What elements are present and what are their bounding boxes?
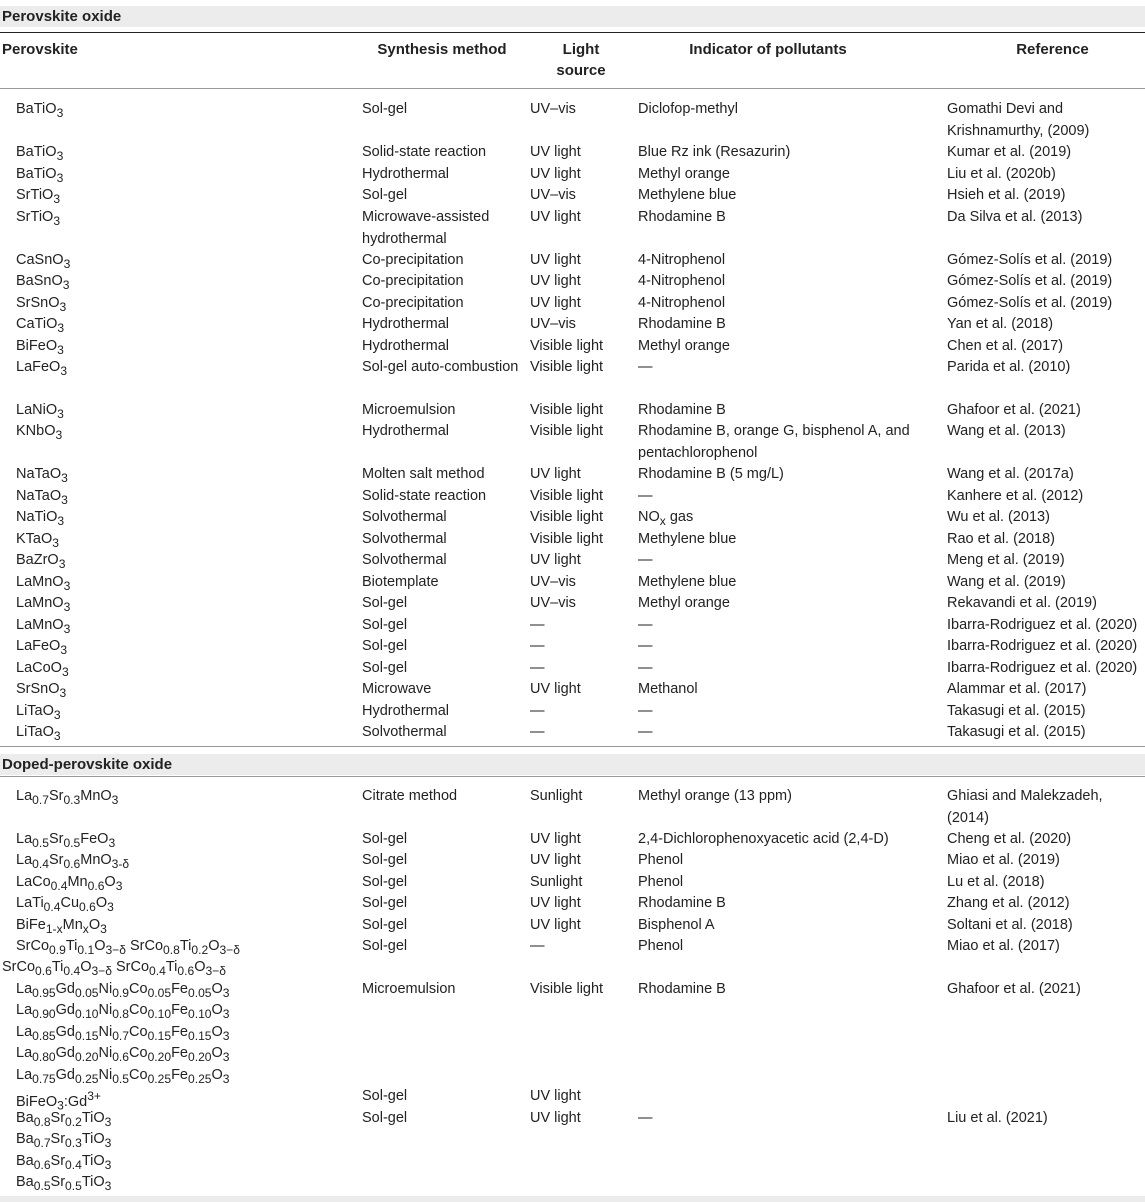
cell-reference: Lu et al. (2018) — [947, 874, 1045, 890]
cell-indicator: Blue Rz ink (Resazurin) — [638, 144, 791, 160]
cell-synthesis-method: Sol-gel — [362, 617, 408, 633]
cell-perovskite: $La_{0.85}Gd_{0.15}Ni_{0.7}Co_{0.15}Fe_{0.15}O_3$ — [16, 1024, 230, 1043]
table-top-rule — [0, 32, 1145, 33]
cell-indicator: Methylene blue — [638, 574, 737, 590]
cell-reference: Alammar et al. (2017) — [947, 681, 1087, 697]
cell-reference: Liu et al. (2021) — [947, 1110, 1048, 1126]
cell-light-source: Visible light — [530, 509, 604, 525]
cell-synthesis-method: Solid-state reaction — [362, 144, 487, 160]
cell-light-source: — — [530, 660, 545, 676]
cell-synthesis-method: Hydrothermal — [362, 338, 450, 354]
cell-light-source: Visible light — [530, 423, 604, 439]
cell-indicator: — — [638, 703, 653, 719]
cell-synthesis-method: Sol-gel — [362, 660, 408, 676]
cell-indicator: Bisphenol A — [638, 917, 715, 933]
cell-reference: Meng et al. (2019) — [947, 552, 1065, 568]
cell-indicator: Rhodamine B — [638, 981, 726, 997]
cell-reference: Miao et al. (2017) — [947, 938, 1060, 954]
cell-synthesis-method: Microemulsion — [362, 402, 456, 418]
cell-perovskite: LaMnO$_3$ — [16, 617, 71, 636]
cell-perovskite: LaMnO$_3$ — [16, 574, 71, 593]
header-light-source-line1: Light — [562, 41, 600, 58]
section-title-doped-perovskite-oxide: Doped-perovskite oxide — [0, 754, 1145, 775]
cell-synthesis-method: Hydrothermal — [362, 316, 450, 332]
cell-reference: Da Silva et al. (2013) — [947, 209, 1083, 225]
cell-light-source: Visible light — [530, 338, 604, 354]
cell-indicator: — — [638, 617, 653, 633]
cell-synthesis-method: Sol-gel — [362, 917, 408, 933]
cell-synthesis-method: Sol-gel — [362, 638, 408, 654]
cell-light-source: UV light — [530, 917, 581, 933]
cell-synthesis-method: Hydrothermal — [362, 423, 450, 439]
cell-indicator: Rhodamine B, orange G, bisphenol A, and pentachlorophenol — [638, 423, 910, 461]
cell-light-source: UV light — [530, 852, 581, 868]
cell-synthesis-method: Co-precipitation — [362, 273, 464, 289]
cell-indicator: Methyl orange — [638, 595, 730, 611]
cell-light-source: UV light — [530, 1088, 581, 1104]
cell-indicator: Methylene blue — [638, 187, 737, 203]
cell-perovskite: $La_{0.80}Gd_{0.20}Ni_{0.6}Co_{0.20}Fe_{0.20}O_3$ — [16, 1045, 230, 1064]
cell-synthesis-method: Sol-gel — [362, 1110, 408, 1126]
cell-reference: Liu et al. (2020b) — [947, 166, 1056, 182]
cell-synthesis-method: Co-precipitation — [362, 295, 464, 311]
cell-synthesis-method: Solid-state reaction — [362, 488, 487, 504]
cell-synthesis-method: Biotemplate — [362, 574, 439, 590]
cell-perovskite: LaMnO$_3$ — [16, 595, 71, 614]
cell-light-source: Visible light — [530, 488, 604, 504]
cell-perovskite: LaNiO$_3$ — [16, 402, 64, 421]
header-light-source — [540, 39, 622, 81]
header-perovskite: Perovskite — [2, 41, 78, 58]
cell-indicator: — — [638, 359, 653, 375]
cell-light-source: UV light — [530, 681, 581, 697]
cell-light-source: UV light — [530, 552, 581, 568]
cell-perovskite: $SrCo_{0.9}Ti_{0.1}O_{3-\delta}$ $SrCo_{0.8}Ti_{0.2}O_{3-\delta}$ — [16, 938, 240, 957]
cell-indicator: — — [638, 552, 653, 568]
cell-indicator: Rhodamine B — [638, 402, 726, 418]
cell-light-source: Visible light — [530, 531, 604, 547]
cell-synthesis-method: Citrate method — [362, 788, 458, 804]
cell-light-source: — — [530, 617, 545, 633]
cell-indicator: Rhodamine B — [638, 316, 726, 332]
cell-synthesis-method: Sol-gel — [362, 938, 408, 954]
cell-reference: Ibarra-Rodriguez et al. (2020) — [947, 660, 1138, 676]
cell-reference: Ibarra-Rodriguez et al. (2020) — [947, 638, 1138, 654]
cell-synthesis-method: Solvothermal — [362, 552, 447, 568]
cell-perovskite: BaTiO$_3$ — [16, 166, 64, 185]
cell-perovskite: BaSnO$_3$ — [16, 273, 70, 292]
table-bottom-strip — [0, 1196, 1145, 1202]
cell-perovskite: NaTaO$_3$ — [16, 488, 68, 507]
cell-light-source: UV light — [530, 273, 581, 289]
cell-perovskite: LaCoO$_3$ — [16, 660, 69, 679]
cell-light-source: UV light — [530, 466, 581, 482]
cell-perovskite: LaFeO$_3$ — [16, 359, 68, 378]
cell-perovskite: LiTaO$_3$ — [16, 703, 61, 722]
cell-indicator: Phenol — [638, 852, 684, 868]
cell-light-source: UV light — [530, 831, 581, 847]
cell-synthesis-method: Sol-gel auto-combustion — [362, 359, 519, 375]
cell-synthesis-method: Sol-gel — [362, 874, 408, 890]
cell-light-source: UV–vis — [530, 187, 576, 203]
cell-reference: Wang et al. (2013) — [947, 423, 1066, 439]
cell-synthesis-method: Co-precipitation — [362, 252, 464, 268]
cell-perovskite: $La_{0.7}Sr_{0.3}MnO_3$ — [16, 788, 119, 807]
cell-light-source: UV light — [530, 166, 581, 182]
cell-light-source: UV light — [530, 209, 581, 225]
header-reference: Reference — [1016, 41, 1089, 58]
cell-indicator: Diclofop-methyl — [638, 101, 738, 117]
cell-perovskite: BaZrO$_3$ — [16, 552, 66, 571]
cell-reference: Yan et al. (2018) — [947, 316, 1054, 332]
section-rule — [0, 746, 1145, 747]
header-light-source-line2: source — [556, 62, 606, 79]
cell-light-source: — — [530, 724, 545, 740]
cell-light-source: UV light — [530, 144, 581, 160]
cell-synthesis-method: Sol-gel — [362, 1088, 408, 1104]
cell-reference: Ghiasi and Malekzadeh, (2014) — [947, 788, 1103, 826]
cell-indicator: Methyl orange (13 ppm) — [638, 788, 792, 804]
cell-indicator: 4-Nitrophenol — [638, 273, 726, 289]
cell-synthesis-method: Solvothermal — [362, 531, 447, 547]
cell-light-source: UV light — [530, 1110, 581, 1126]
cell-reference: Gómez-Solís et al. (2019) — [947, 295, 1113, 311]
cell-perovskite: $Ba_{0.5}Sr_{0.5}TiO_3$ — [16, 1174, 112, 1193]
cell-indicator: Methyl orange — [638, 166, 730, 182]
section2-rule — [0, 776, 1145, 777]
cell-perovskite: LaFeO$_3$ — [16, 638, 68, 657]
cell-synthesis-method: Microemulsion — [362, 981, 456, 997]
cell-reference: Takasugi et al. (2015) — [947, 724, 1086, 740]
cell-perovskite: $LaTi_{0.4}Cu_{0.6}O_3$ — [16, 895, 114, 914]
cell-reference: Zhang et al. (2012) — [947, 895, 1070, 911]
cell-perovskite: $La_{0.90}Gd_{0.10}Ni_{0.8}Co_{0.10}Fe_{0.10}O_3$ — [16, 1002, 230, 1021]
cell-reference: Gomathi Devi and Krishnamurthy, (2009) — [947, 101, 1090, 139]
cell-light-source: Visible light — [530, 402, 604, 418]
cell-reference: Ghafoor et al. (2021) — [947, 402, 1081, 418]
cell-perovskite: SrSnO$_3$ — [16, 295, 67, 314]
cell-light-source: UV–vis — [530, 316, 576, 332]
cell-synthesis-method: Sol-gel — [362, 187, 408, 203]
cell-reference: Rekavandi et al. (2019) — [947, 595, 1097, 611]
cell-perovskite: KTaO$_3$ — [16, 531, 59, 550]
header-rule — [0, 88, 1145, 89]
cell-reference: Parida et al. (2010) — [947, 359, 1071, 375]
cell-perovskite: BiFeO$_3$ — [16, 338, 64, 357]
cell-reference: Kumar et al. (2019) — [947, 144, 1072, 160]
cell-reference: Rao et al. (2018) — [947, 531, 1056, 547]
cell-light-source: Visible light — [530, 981, 604, 997]
cell-perovskite: NaTaO$_3$ — [16, 466, 68, 485]
cell-reference: Miao et al. (2019) — [947, 852, 1060, 868]
cell-perovskite: LiTaO$_3$ — [16, 724, 61, 743]
cell-synthesis-method: Sol-gel — [362, 831, 408, 847]
cell-reference: Takasugi et al. (2015) — [947, 703, 1086, 719]
cell-synthesis-method: Molten salt method — [362, 466, 485, 482]
cell-perovskite: $LaCo_{0.4}Mn_{0.6}O_3$ — [16, 874, 123, 893]
cell-reference: Chen et al. (2017) — [947, 338, 1064, 354]
cell-reference: Wang et al. (2017a) — [947, 466, 1074, 482]
cell-light-source: Visible light — [530, 359, 604, 375]
cell-perovskite: SrTiO$_3$ — [16, 209, 61, 228]
cell-reference: Ibarra-Rodriguez et al. (2020) — [947, 617, 1138, 633]
cell-indicator: 2,4-Dichlorophenoxyacetic acid (2,4-D) — [638, 831, 889, 847]
cell-indicator: $NO_x$ gas — [638, 509, 694, 528]
header-indicator: Indicator of pollutants — [689, 41, 847, 58]
cell-perovskite: KNbO$_3$ — [16, 423, 63, 442]
cell-perovskite: SrSnO$_3$ — [16, 681, 67, 700]
cell-perovskite: BaTiO$_3$ — [16, 144, 64, 163]
cell-synthesis-method: Hydrothermal — [362, 703, 450, 719]
cell-perovskite: BaTiO$_3$ — [16, 101, 64, 120]
cell-reference: Hsieh et al. (2019) — [947, 187, 1066, 203]
cell-perovskite: $Ba_{0.7}Sr_{0.3}TiO_3$ — [16, 1131, 112, 1150]
cell-light-source: UV–vis — [530, 574, 576, 590]
cell-synthesis-method: Solvothermal — [362, 724, 447, 740]
cell-perovskite: $La_{0.75}Gd_{0.25}Ni_{0.5}Co_{0.25}Fe_{0.25}O_3$ — [16, 1067, 230, 1086]
cell-reference: Wang et al. (2019) — [947, 574, 1066, 590]
cell-light-source: UV light — [530, 295, 581, 311]
cell-light-source: — — [530, 703, 545, 719]
cell-synthesis-method: Sol-gel — [362, 852, 408, 868]
cell-perovskite: $BiFeO_3:Gd^{3+}$ — [16, 1089, 101, 1113]
cell-indicator: — — [638, 724, 653, 740]
cell-indicator: 4-Nitrophenol — [638, 295, 726, 311]
cell-synthesis-method: Sol-gel — [362, 101, 408, 117]
cell-perovskite: CaSnO$_3$ — [16, 252, 71, 271]
cell-reference: Cheng et al. (2020) — [947, 831, 1072, 847]
cell-indicator: — — [638, 660, 653, 676]
cell-indicator: — — [638, 1110, 653, 1126]
cell-perovskite: $La_{0.4}Sr_{0.6}MnO_{3-\delta}$ — [16, 852, 130, 871]
cell-indicator: Phenol — [638, 938, 684, 954]
cell-light-source: UV–vis — [530, 595, 576, 611]
cell-light-source: UV–vis — [530, 101, 576, 117]
cell-perovskite: SrTiO$_3$ — [16, 187, 61, 206]
cell-light-source: UV light — [530, 895, 581, 911]
header-synthesis-method: Synthesis method — [377, 41, 507, 58]
cell-indicator: — — [638, 638, 653, 654]
cell-reference: Wu et al. (2013) — [947, 509, 1050, 525]
cell-reference: Gómez-Solís et al. (2019) — [947, 252, 1113, 268]
cell-indicator: Methanol — [638, 681, 698, 697]
cell-indicator: Methyl orange — [638, 338, 730, 354]
cell-perovskite: $Ba_{0.8}Sr_{0.2}TiO_3$ — [16, 1110, 112, 1129]
cell-perovskite: NaTiO$_3$ — [16, 509, 65, 528]
cell-synthesis-method: Microwave — [362, 681, 432, 697]
cell-reference: Gómez-Solís et al. (2019) — [947, 273, 1113, 289]
cell-synthesis-method: Sol-gel — [362, 895, 408, 911]
cell-light-source: — — [530, 938, 545, 954]
cell-perovskite: $La_{0.5}Sr_{0.5}FeO_3$ — [16, 831, 116, 850]
cell-indicator: Methylene blue — [638, 531, 737, 547]
cell-indicator: Rhodamine B — [638, 209, 726, 225]
cell-light-source: Sunlight — [530, 874, 583, 890]
cell-indicator: — — [638, 488, 653, 504]
cell-reference: Kanhere et al. (2012) — [947, 488, 1084, 504]
cell-light-source: — — [530, 638, 545, 654]
cell-reference: Ghafoor et al. (2021) — [947, 981, 1081, 997]
cell-perovskite: $Ba_{0.6}Sr_{0.4}TiO_3$ — [16, 1153, 112, 1172]
cell-perovskite-line2: $SrCo_{0.6}Ti_{0.4}O_{3-\delta}$ $SrCo_{0.4}Ti_{0.6}O_{3-\delta}$ — [2, 959, 226, 978]
cell-perovskite: $BiFe_{1-x}Mn_xO_3$ — [16, 917, 107, 936]
cell-indicator: Rhodamine B (5 mg/L) — [638, 466, 784, 482]
cell-synthesis-method: Microwave-assisted hydrothermal — [362, 209, 490, 247]
cell-indicator: 4-Nitrophenol — [638, 252, 726, 268]
cell-synthesis-method: Sol-gel — [362, 595, 408, 611]
cell-indicator: Rhodamine B — [638, 895, 726, 911]
cell-reference: Soltani et al. (2018) — [947, 917, 1073, 933]
cell-perovskite: $La_{0.95}Gd_{0.05}Ni_{0.9}Co_{0.05}Fe_{0.05}O_3$ — [16, 981, 230, 1000]
cell-synthesis-method: Hydrothermal — [362, 166, 450, 182]
cell-synthesis-method: Solvothermal — [362, 509, 447, 525]
cell-indicator: Phenol — [638, 874, 684, 890]
cell-light-source: Sunlight — [530, 788, 583, 804]
section-title-perovskite-oxide: Perovskite oxide — [0, 6, 1145, 27]
cell-perovskite: CaTiO$_3$ — [16, 316, 65, 335]
cell-light-source: UV light — [530, 252, 581, 268]
